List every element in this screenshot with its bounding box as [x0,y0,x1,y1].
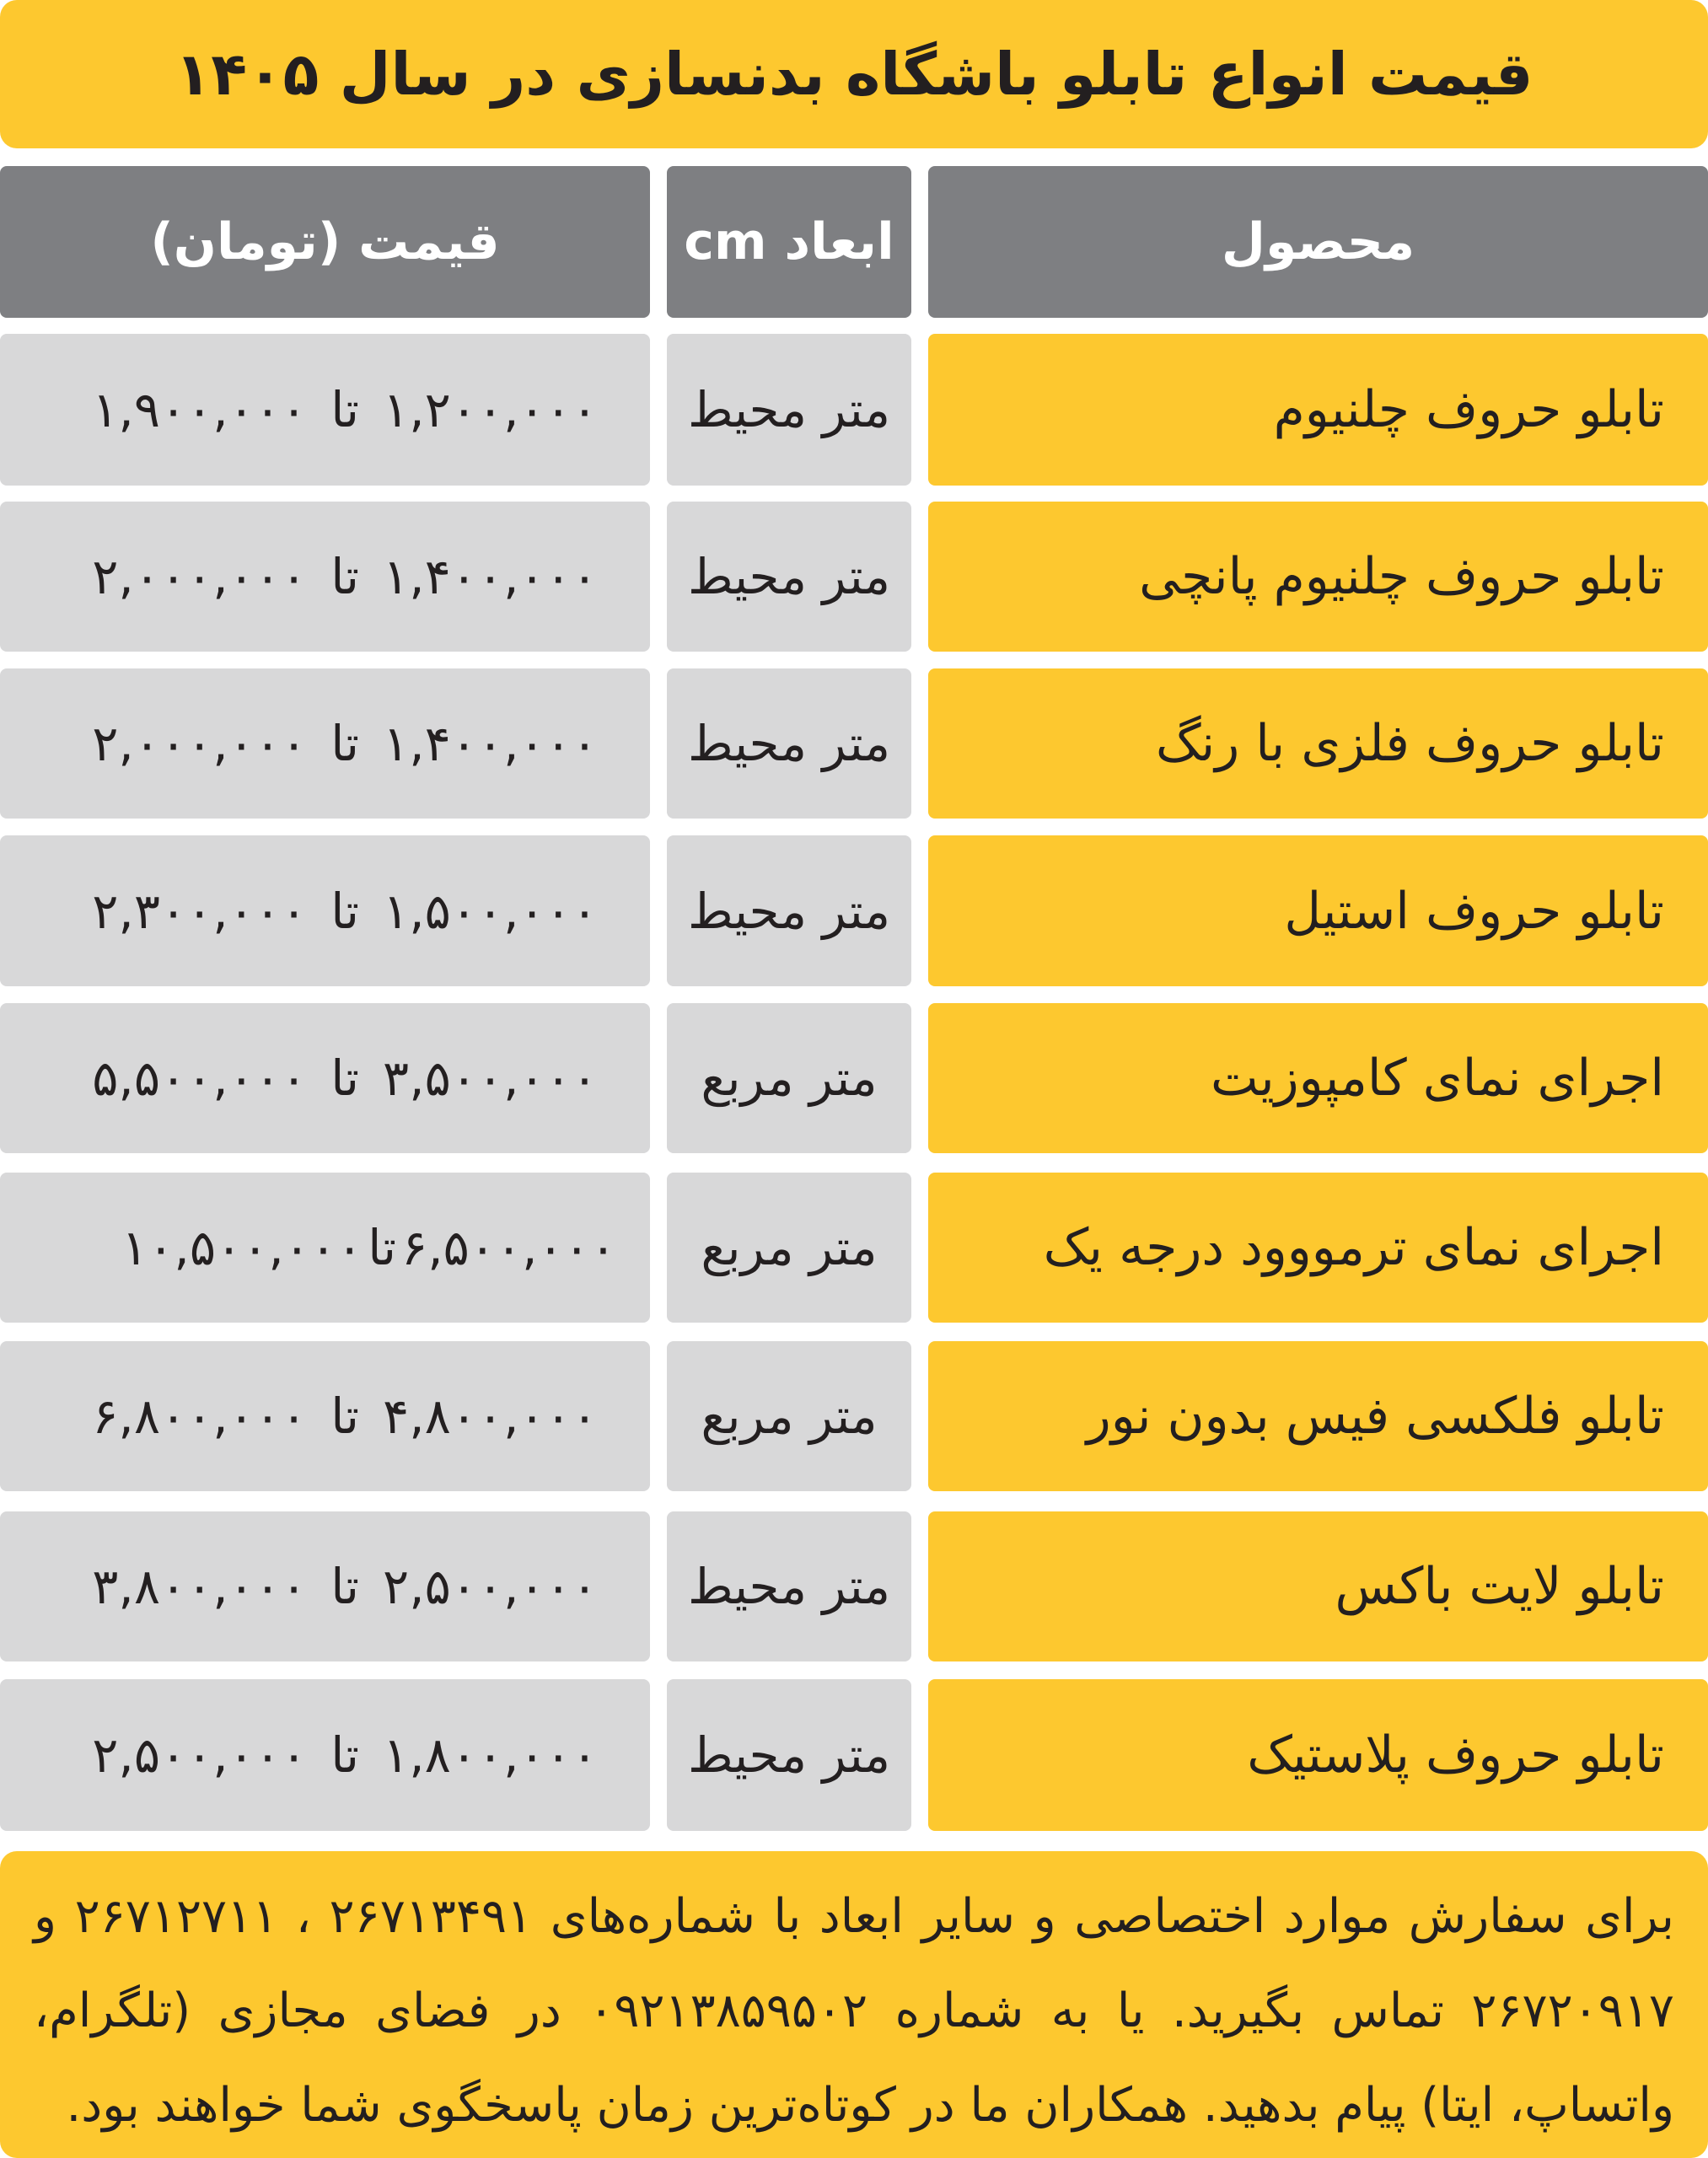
price-to: ۵,۵۰۰,۰۰۰ [92,1049,308,1107]
price-to: ۲,۰۰۰,۰۰۰ [92,548,308,605]
price-from: ۱,۲۰۰,۰۰۰ [383,381,598,438]
price-from: ۳,۵۰۰,۰۰۰ [383,1049,598,1107]
table-row-price [0,1511,650,1661]
price-separator: تا [330,1049,360,1107]
price-separator: تا [330,1726,360,1784]
price-to: ۲,۵۰۰,۰۰۰ [92,1726,308,1784]
table-row-dimension: متر محیط [667,334,911,486]
table-row-price [0,668,650,819]
table-row-dimension: متر محیط [667,502,911,652]
table-row-price [0,1003,650,1153]
table-row-product: تابلو حروف فلزی با رنگ [928,668,1708,819]
table-row-dimension: متر محیط [667,1511,911,1661]
price-to: ۱۰,۵۰۰,۰۰۰ [121,1219,363,1276]
price-from: ۱,۸۰۰,۰۰۰ [383,1726,598,1784]
table-row-dimension: متر محیط [667,835,911,986]
table-row-dimension: متر مربع [667,1003,911,1153]
price-separator: تا [330,381,360,438]
price-to: ۱,۹۰۰,۰۰۰ [92,381,308,438]
price-from: ۱,۴۰۰,۰۰۰ [383,548,598,605]
price-separator: تا [368,1219,397,1276]
footer-note-box [0,1851,1708,2158]
table-row-dimension: متر محیط [667,668,911,819]
table-row-price [0,1173,650,1323]
price-from: ۶,۵۰۰,۰۰۰ [401,1219,616,1276]
price-from: ۱,۴۰۰,۰۰۰ [383,715,598,772]
price-separator: تا [330,1388,360,1445]
price-separator: تا [330,882,360,940]
page-title: قیمت انواع تابلو باشگاه بدنسازی در سال ۱۴۰۵ [175,40,1533,109]
table-row-price [0,502,650,652]
table-row-dimension: متر مربع [667,1341,911,1491]
footer-note: برای سفارش موارد اختصاصی و سایر ابعاد با شماره‌های ۲۶۷۱۳۴۹۱ ، ۲۶۷۱۲۷۱۱ و ۲۶۷۲۰۹۱۷ تماس بگیرید. یا به شماره ۰۹۲۱۳۸۵۹۵۰۲ در فضای مجازی (تلگرام، واتساپ، ایتا) پیام بدهید. همکاران ما در کوتاه‌ترین زمان پاسخگوی شما خواهند بود. [34,1889,1674,2133]
table-row-product: تابلو حروف پلاستیک [928,1679,1708,1831]
title-banner [0,0,1708,148]
table-row-product: اجرای نمای ترمووود درجه یک [928,1173,1708,1323]
table-row-dimension: متر مربع [667,1173,911,1323]
price-to: ۶,۸۰۰,۰۰۰ [92,1388,308,1445]
table-row-product: تابلو حروف چلنیوم [928,334,1708,486]
header-dimension: ابعاد cm [667,166,911,318]
price-from: ۱,۵۰۰,۰۰۰ [383,882,598,940]
table-row-product: اجرای نمای کامپوزیت [928,1003,1708,1153]
price-from: ۲,۵۰۰,۰۰۰ [383,1558,598,1615]
price-to: ۲,۰۰۰,۰۰۰ [92,715,308,772]
price-to: ۲,۳۰۰,۰۰۰ [92,882,308,940]
table-row-product: تابلو حروف استیل [928,835,1708,986]
price-separator: تا [330,715,360,772]
table-row-price [0,1341,650,1491]
price-from: ۴,۸۰۰,۰۰۰ [383,1388,598,1445]
table-row-dimension: متر محیط [667,1679,911,1831]
price-separator: تا [330,1558,360,1615]
header-product: محصول [928,166,1708,318]
table-row-price [0,835,650,986]
header-price: قیمت (تومان) [0,166,650,318]
table-row-product: تابلو فلکسی فیس بدون نور [928,1341,1708,1491]
table-row-product: تابلو لایت باکس [928,1511,1708,1661]
table-row-price [0,1679,650,1831]
price-to: ۳,۸۰۰,۰۰۰ [92,1558,308,1615]
price-separator: تا [330,548,360,605]
table-row-price [0,334,650,486]
table-row-product: تابلو حروف چلنیوم پانچی [928,502,1708,652]
